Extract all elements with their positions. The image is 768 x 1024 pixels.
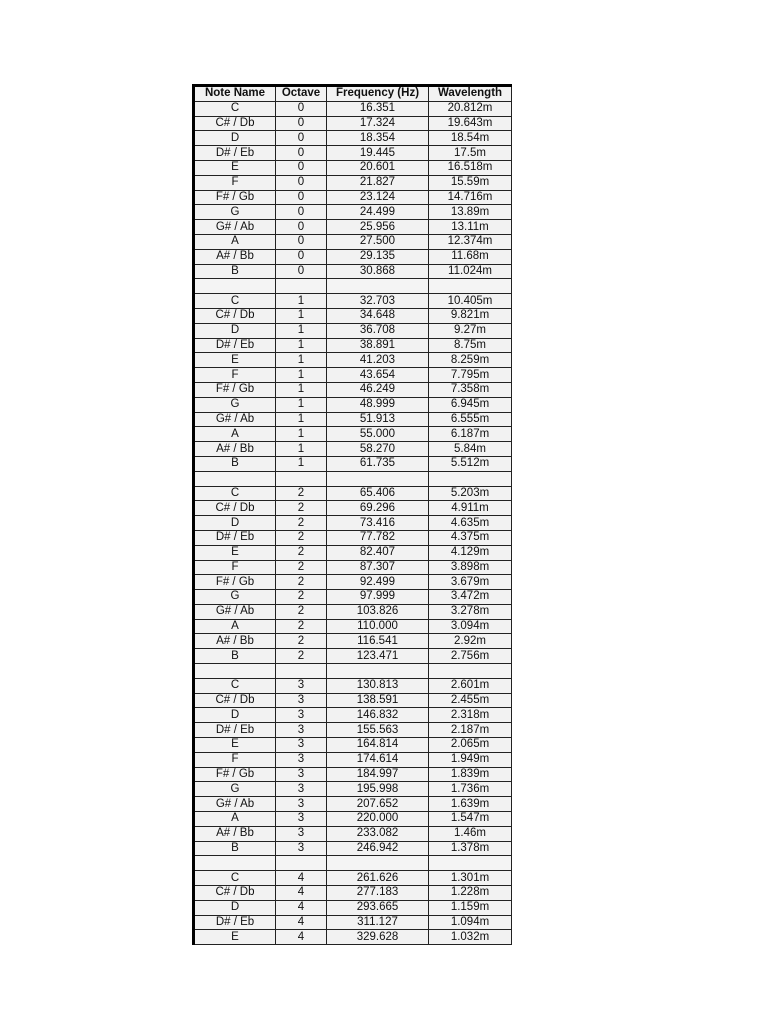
note-name-cell: G xyxy=(194,782,276,797)
note-name-cell xyxy=(194,856,276,871)
table-row xyxy=(194,427,512,442)
octave-cell: 1 xyxy=(276,442,327,457)
wavelength-cell: 1.46m xyxy=(429,826,512,841)
note-name-cell: A xyxy=(194,427,276,442)
octave-cell: 1 xyxy=(276,412,327,427)
note-name-cell: C# / Db xyxy=(194,886,276,901)
wavelength-cell: 12.374m xyxy=(429,234,512,249)
table-row xyxy=(194,930,512,945)
frequency-cell: 174.614 xyxy=(327,752,429,767)
table-row xyxy=(194,220,512,235)
wavelength-cell: 5.512m xyxy=(429,456,512,471)
table-row xyxy=(194,900,512,915)
frequency-cell: 329.628 xyxy=(327,930,429,945)
note-name-cell: A# / Bb xyxy=(194,249,276,264)
frequency-cell: 233.082 xyxy=(327,826,429,841)
wavelength-cell: 2.756m xyxy=(429,649,512,664)
wavelength-cell: 1.839m xyxy=(429,767,512,782)
wavelength-cell: 2.065m xyxy=(429,738,512,753)
octave-cell: 0 xyxy=(276,116,327,131)
table-row xyxy=(194,338,512,353)
octave-cell: 1 xyxy=(276,308,327,323)
note-name-cell: C# / Db xyxy=(194,308,276,323)
frequency-cell: 220.000 xyxy=(327,812,429,827)
wavelength-cell: 8.75m xyxy=(429,338,512,353)
frequency-cell: 36.708 xyxy=(327,323,429,338)
table-row xyxy=(194,678,512,693)
octave-cell: 3 xyxy=(276,797,327,812)
table-row xyxy=(194,456,512,471)
wavelength-cell: 9.821m xyxy=(429,308,512,323)
frequency-cell: 138.591 xyxy=(327,693,429,708)
octave-cell: 0 xyxy=(276,249,327,264)
table-row xyxy=(194,249,512,264)
table-row xyxy=(194,826,512,841)
note-name-cell: D xyxy=(194,131,276,146)
note-name-cell: B xyxy=(194,456,276,471)
frequency-cell xyxy=(327,471,429,486)
octave-cell: 1 xyxy=(276,353,327,368)
table-row xyxy=(194,131,512,146)
wavelength-cell: 3.898m xyxy=(429,560,512,575)
note-frequency-table xyxy=(192,84,512,945)
octave-cell xyxy=(276,664,327,679)
frequency-cell: 277.183 xyxy=(327,886,429,901)
octave-cell: 0 xyxy=(276,160,327,175)
note-name-cell: E xyxy=(194,930,276,945)
wavelength-cell: 2.187m xyxy=(429,723,512,738)
wavelength-cell xyxy=(429,279,512,294)
note-name-cell: F xyxy=(194,175,276,190)
frequency-cell: 73.416 xyxy=(327,516,429,531)
octave-cell: 0 xyxy=(276,220,327,235)
table-row xyxy=(194,738,512,753)
note-name-cell: E xyxy=(194,353,276,368)
note-name-cell: D xyxy=(194,323,276,338)
octave-cell: 3 xyxy=(276,708,327,723)
octave-cell: 3 xyxy=(276,693,327,708)
note-name-cell: F# / Gb xyxy=(194,382,276,397)
note-name-cell: A# / Bb xyxy=(194,634,276,649)
table-row xyxy=(194,530,512,545)
octave-cell: 2 xyxy=(276,516,327,531)
note-name-cell: A xyxy=(194,812,276,827)
note-name-cell: C# / Db xyxy=(194,116,276,131)
table-row xyxy=(194,160,512,175)
table-row xyxy=(194,234,512,249)
note-name-cell: G xyxy=(194,397,276,412)
note-name-cell: G# / Ab xyxy=(194,412,276,427)
table-row xyxy=(194,368,512,383)
wavelength-cell: 20.812m xyxy=(429,101,512,116)
frequency-cell: 34.648 xyxy=(327,308,429,323)
wavelength-cell: 1.949m xyxy=(429,752,512,767)
table-row xyxy=(194,397,512,412)
octave-cell: 2 xyxy=(276,486,327,501)
octave-cell: 3 xyxy=(276,723,327,738)
frequency-cell: 27.500 xyxy=(327,234,429,249)
frequency-cell: 18.354 xyxy=(327,131,429,146)
octave-cell: 2 xyxy=(276,530,327,545)
table-header xyxy=(194,86,512,102)
octave-cell: 0 xyxy=(276,264,327,279)
table-row xyxy=(194,604,512,619)
table-row xyxy=(194,723,512,738)
octave-cell: 2 xyxy=(276,501,327,516)
wavelength-cell: 9.27m xyxy=(429,323,512,338)
table-row xyxy=(194,693,512,708)
octave-cell: 3 xyxy=(276,841,327,856)
wavelength-cell: 7.795m xyxy=(429,368,512,383)
wavelength-cell: 5.203m xyxy=(429,486,512,501)
note-name-cell: G# / Ab xyxy=(194,604,276,619)
note-name-cell: B xyxy=(194,649,276,664)
wavelength-cell: 1.228m xyxy=(429,886,512,901)
octave-cell: 1 xyxy=(276,456,327,471)
frequency-cell: 164.814 xyxy=(327,738,429,753)
table-row xyxy=(194,915,512,930)
octave-cell: 2 xyxy=(276,575,327,590)
note-name-cell: D xyxy=(194,516,276,531)
frequency-cell: 97.999 xyxy=(327,590,429,605)
frequency-cell: 293.665 xyxy=(327,900,429,915)
table-row xyxy=(194,442,512,457)
wavelength-cell xyxy=(429,471,512,486)
spacer-row xyxy=(194,856,512,871)
frequency-cell: 24.499 xyxy=(327,205,429,220)
octave-cell: 2 xyxy=(276,545,327,560)
table-row xyxy=(194,575,512,590)
wavelength-cell: 3.094m xyxy=(429,619,512,634)
note-name-cell: C# / Db xyxy=(194,501,276,516)
table-row xyxy=(194,516,512,531)
octave-cell: 1 xyxy=(276,323,327,338)
frequency-cell: 246.942 xyxy=(327,841,429,856)
frequency-cell: 32.703 xyxy=(327,294,429,309)
table-row xyxy=(194,841,512,856)
note-name-cell: E xyxy=(194,160,276,175)
header-octave: Octave xyxy=(276,86,327,102)
octave-cell: 2 xyxy=(276,619,327,634)
table-row xyxy=(194,560,512,575)
note-name-cell: D xyxy=(194,900,276,915)
table-row xyxy=(194,116,512,131)
table-row xyxy=(194,294,512,309)
note-name-cell: C xyxy=(194,294,276,309)
octave-cell: 4 xyxy=(276,871,327,886)
note-name-cell: F xyxy=(194,752,276,767)
note-name-cell: G# / Ab xyxy=(194,220,276,235)
table-row xyxy=(194,886,512,901)
frequency-cell: 82.407 xyxy=(327,545,429,560)
frequency-cell: 19.445 xyxy=(327,146,429,161)
frequency-cell: 110.000 xyxy=(327,619,429,634)
octave-cell: 2 xyxy=(276,560,327,575)
table-row xyxy=(194,767,512,782)
note-name-cell: C xyxy=(194,678,276,693)
octave-cell: 1 xyxy=(276,294,327,309)
frequency-cell: 155.563 xyxy=(327,723,429,738)
note-name-cell: F# / Gb xyxy=(194,190,276,205)
wavelength-cell xyxy=(429,664,512,679)
spacer-row xyxy=(194,279,512,294)
table-row xyxy=(194,752,512,767)
note-name-cell: F# / Gb xyxy=(194,767,276,782)
wavelength-cell: 8.259m xyxy=(429,353,512,368)
wavelength-cell: 11.024m xyxy=(429,264,512,279)
table-row xyxy=(194,619,512,634)
frequency-cell: 17.324 xyxy=(327,116,429,131)
wavelength-cell: 2.455m xyxy=(429,693,512,708)
wavelength-cell: 1.159m xyxy=(429,900,512,915)
octave-cell: 4 xyxy=(276,915,327,930)
table-row xyxy=(194,708,512,723)
frequency-cell: 69.296 xyxy=(327,501,429,516)
note-name-cell: D# / Eb xyxy=(194,723,276,738)
note-name-cell: C xyxy=(194,486,276,501)
note-name-cell: D# / Eb xyxy=(194,338,276,353)
table-row xyxy=(194,382,512,397)
octave-cell: 3 xyxy=(276,767,327,782)
octave-cell: 3 xyxy=(276,738,327,753)
wavelength-cell: 16.518m xyxy=(429,160,512,175)
wavelength-cell: 13.11m xyxy=(429,220,512,235)
note-name-cell: F xyxy=(194,368,276,383)
frequency-cell: 48.999 xyxy=(327,397,429,412)
table-row xyxy=(194,412,512,427)
octave-cell: 3 xyxy=(276,826,327,841)
frequency-cell: 146.832 xyxy=(327,708,429,723)
frequency-cell: 41.203 xyxy=(327,353,429,368)
frequency-cell: 65.406 xyxy=(327,486,429,501)
wavelength-cell: 17.5m xyxy=(429,146,512,161)
wavelength-cell: 10.405m xyxy=(429,294,512,309)
note-name-cell xyxy=(194,664,276,679)
frequency-cell: 16.351 xyxy=(327,101,429,116)
wavelength-cell: 19.643m xyxy=(429,116,512,131)
wavelength-cell: 1.032m xyxy=(429,930,512,945)
wavelength-cell: 5.84m xyxy=(429,442,512,457)
wavelength-cell: 3.278m xyxy=(429,604,512,619)
note-name-cell: D xyxy=(194,708,276,723)
note-name-cell: A xyxy=(194,619,276,634)
table-row xyxy=(194,871,512,886)
octave-cell: 2 xyxy=(276,649,327,664)
header-note-name: Note Name xyxy=(194,86,276,102)
frequency-cell: 51.913 xyxy=(327,412,429,427)
table-row xyxy=(194,190,512,205)
octave-cell: 0 xyxy=(276,131,327,146)
frequency-cell: 92.499 xyxy=(327,575,429,590)
wavelength-cell xyxy=(429,856,512,871)
note-name-cell: D# / Eb xyxy=(194,146,276,161)
wavelength-cell: 4.375m xyxy=(429,530,512,545)
wavelength-cell: 1.736m xyxy=(429,782,512,797)
note-name-cell: A xyxy=(194,234,276,249)
frequency-cell: 311.127 xyxy=(327,915,429,930)
wavelength-cell: 15.59m xyxy=(429,175,512,190)
wavelength-cell: 6.555m xyxy=(429,412,512,427)
table-row xyxy=(194,323,512,338)
wavelength-cell: 4.635m xyxy=(429,516,512,531)
note-name-cell: G xyxy=(194,590,276,605)
note-name-cell: C# / Db xyxy=(194,693,276,708)
note-name-cell: B xyxy=(194,264,276,279)
frequency-cell: 261.626 xyxy=(327,871,429,886)
note-name-cell: C xyxy=(194,101,276,116)
note-name-cell xyxy=(194,279,276,294)
frequency-cell xyxy=(327,856,429,871)
frequency-cell: 29.135 xyxy=(327,249,429,264)
wavelength-cell: 2.318m xyxy=(429,708,512,723)
octave-cell: 0 xyxy=(276,234,327,249)
frequency-cell: 184.997 xyxy=(327,767,429,782)
octave-cell: 1 xyxy=(276,382,327,397)
wavelength-cell: 3.472m xyxy=(429,590,512,605)
table-row xyxy=(194,590,512,605)
frequency-cell: 23.124 xyxy=(327,190,429,205)
table-row xyxy=(194,649,512,664)
table-row xyxy=(194,353,512,368)
wavelength-cell: 1.639m xyxy=(429,797,512,812)
frequency-cell: 130.813 xyxy=(327,678,429,693)
octave-cell: 0 xyxy=(276,190,327,205)
frequency-cell: 55.000 xyxy=(327,427,429,442)
octave-cell: 2 xyxy=(276,590,327,605)
header-frequency: Frequency (Hz) xyxy=(327,86,429,102)
table-row xyxy=(194,264,512,279)
table-row xyxy=(194,175,512,190)
octave-cell: 0 xyxy=(276,175,327,190)
wavelength-cell: 1.547m xyxy=(429,812,512,827)
octave-cell: 4 xyxy=(276,930,327,945)
note-name-cell: A# / Bb xyxy=(194,442,276,457)
note-name-cell: F xyxy=(194,560,276,575)
octave-cell xyxy=(276,856,327,871)
table-row xyxy=(194,812,512,827)
octave-cell: 2 xyxy=(276,604,327,619)
wavelength-cell: 3.679m xyxy=(429,575,512,590)
wavelength-cell: 6.187m xyxy=(429,427,512,442)
note-name-cell: G xyxy=(194,205,276,220)
frequency-cell: 21.827 xyxy=(327,175,429,190)
frequency-cell: 77.782 xyxy=(327,530,429,545)
octave-cell: 3 xyxy=(276,782,327,797)
frequency-cell: 58.270 xyxy=(327,442,429,457)
wavelength-cell: 2.92m xyxy=(429,634,512,649)
frequency-cell: 207.652 xyxy=(327,797,429,812)
frequency-cell: 123.471 xyxy=(327,649,429,664)
octave-cell: 3 xyxy=(276,812,327,827)
note-name-cell: A# / Bb xyxy=(194,826,276,841)
wavelength-cell: 11.68m xyxy=(429,249,512,264)
frequency-cell: 25.956 xyxy=(327,220,429,235)
note-name-cell: B xyxy=(194,841,276,856)
octave-cell: 3 xyxy=(276,678,327,693)
frequency-cell: 195.998 xyxy=(327,782,429,797)
octave-cell: 2 xyxy=(276,634,327,649)
spacer-row xyxy=(194,664,512,679)
table-row xyxy=(194,545,512,560)
octave-cell: 0 xyxy=(276,146,327,161)
spacer-row xyxy=(194,471,512,486)
octave-cell xyxy=(276,471,327,486)
table-row xyxy=(194,205,512,220)
table-row xyxy=(194,501,512,516)
octave-cell: 4 xyxy=(276,886,327,901)
note-name-cell: F# / Gb xyxy=(194,575,276,590)
table-row xyxy=(194,634,512,649)
note-name-cell: D# / Eb xyxy=(194,915,276,930)
table-row xyxy=(194,146,512,161)
frequency-cell: 43.654 xyxy=(327,368,429,383)
note-name-cell: D# / Eb xyxy=(194,530,276,545)
octave-cell xyxy=(276,279,327,294)
wavelength-cell: 7.358m xyxy=(429,382,512,397)
table-row xyxy=(194,101,512,116)
note-name-cell: E xyxy=(194,545,276,560)
frequency-cell: 38.891 xyxy=(327,338,429,353)
wavelength-cell: 2.601m xyxy=(429,678,512,693)
note-name-cell: G# / Ab xyxy=(194,797,276,812)
table-row xyxy=(194,486,512,501)
octave-cell: 4 xyxy=(276,900,327,915)
octave-cell: 3 xyxy=(276,752,327,767)
wavelength-cell: 4.129m xyxy=(429,545,512,560)
wavelength-cell: 1.301m xyxy=(429,871,512,886)
wavelength-cell: 18.54m xyxy=(429,131,512,146)
frequency-cell: 87.307 xyxy=(327,560,429,575)
octave-cell: 0 xyxy=(276,101,327,116)
note-name-cell: C xyxy=(194,871,276,886)
wavelength-cell: 14.716m xyxy=(429,190,512,205)
frequency-cell: 116.541 xyxy=(327,634,429,649)
octave-cell: 1 xyxy=(276,427,327,442)
octave-cell: 1 xyxy=(276,338,327,353)
octave-cell: 1 xyxy=(276,397,327,412)
frequency-cell xyxy=(327,664,429,679)
wavelength-cell: 1.094m xyxy=(429,915,512,930)
table-body xyxy=(194,101,512,944)
octave-cell: 0 xyxy=(276,205,327,220)
note-name-cell: E xyxy=(194,738,276,753)
wavelength-cell: 4.911m xyxy=(429,501,512,516)
frequency-cell: 30.868 xyxy=(327,264,429,279)
frequency-cell: 103.826 xyxy=(327,604,429,619)
wavelength-cell: 6.945m xyxy=(429,397,512,412)
octave-cell: 1 xyxy=(276,368,327,383)
wavelength-cell: 13.89m xyxy=(429,205,512,220)
note-name-cell xyxy=(194,471,276,486)
header-row xyxy=(194,86,512,102)
table-row xyxy=(194,782,512,797)
wavelength-cell: 1.378m xyxy=(429,841,512,856)
header-wavelength: Wavelength xyxy=(429,86,512,102)
frequency-cell xyxy=(327,279,429,294)
frequency-cell: 46.249 xyxy=(327,382,429,397)
table-row xyxy=(194,308,512,323)
frequency-cell: 61.735 xyxy=(327,456,429,471)
table-row xyxy=(194,797,512,812)
frequency-cell: 20.601 xyxy=(327,160,429,175)
